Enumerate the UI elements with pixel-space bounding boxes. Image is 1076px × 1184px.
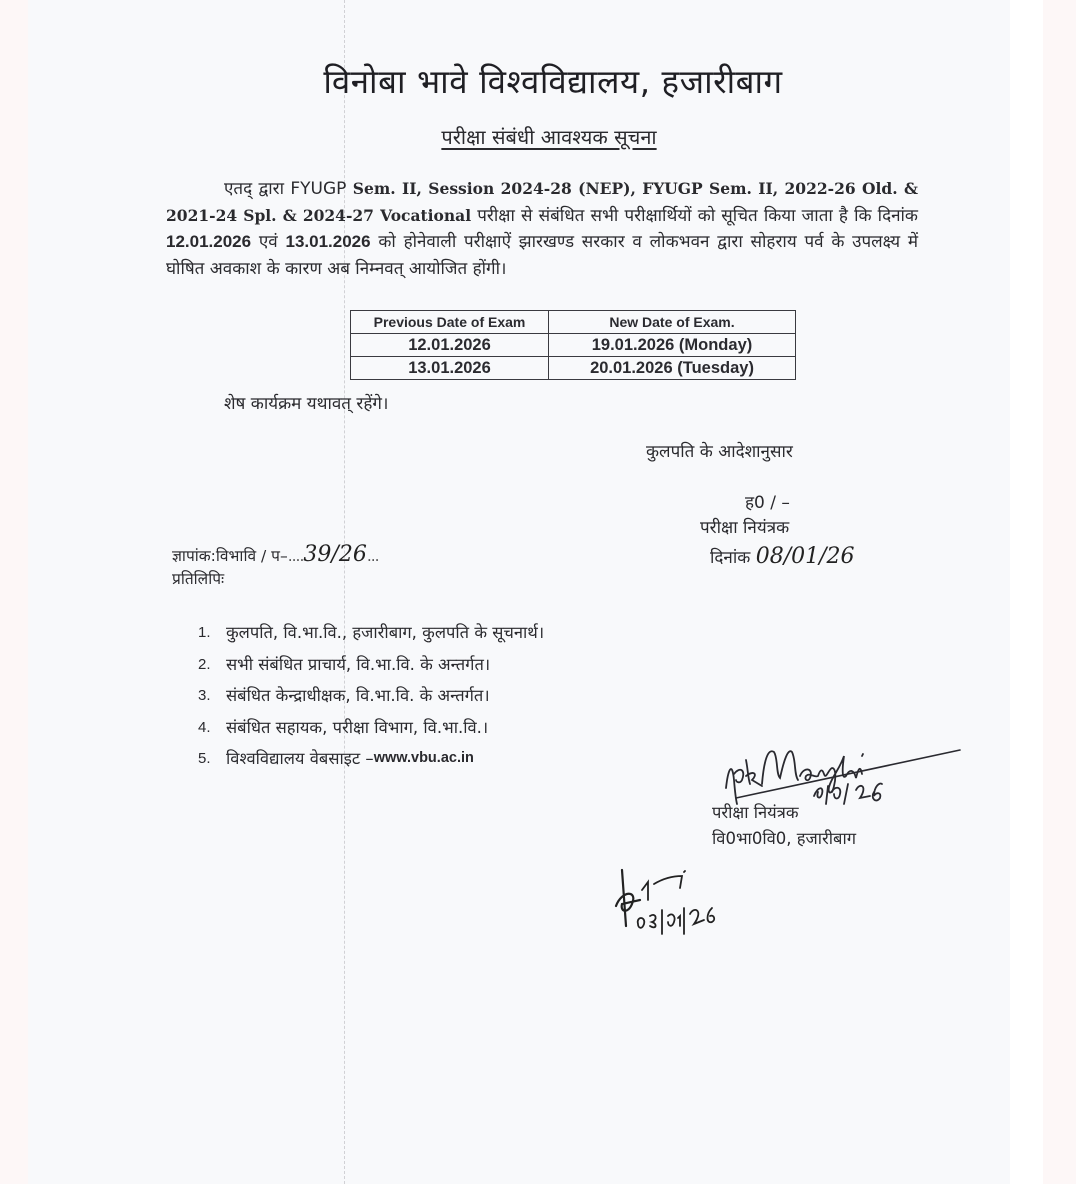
initials-with-date <box>612 860 752 954</box>
signatory-title: परीक्षा नियंत्रक <box>712 803 799 822</box>
old-date-2: 13.01.2026 <box>285 232 371 251</box>
issue-date: दिनांक 08/01/26 <box>710 544 855 569</box>
previous-date-cell: 13.01.2026 <box>351 357 549 380</box>
signature-icon <box>724 730 964 810</box>
table-row <box>351 357 796 380</box>
university-title: विनोबा भावे विश्वविद्यालय, हजारीबाग <box>323 62 783 101</box>
course-details: Sem. II, Session 2024-28 (NEP), FYUGP Sem. II, 2022-26 Old. & 2021-24 Spl. & 2024-27 Vocational <box>166 179 918 225</box>
list-item: 1. कुलपति, वि.भा.वि., हजारीबाग, कुलपति के सूचनार्थ। <box>198 623 545 642</box>
notice-paragraph: एतद् द्वारा FYUGP Sem. II, Session 2024-28 (NEP), FYUGP Sem. II, 2022-26 Old. & 2021-24 Spl. & 2024-27 Vocational परीक्षा से संबंधित सभी परीक्षार्थियों को सूचित किया जाता है कि दिनांक 12.01.2026 एवं 13.01.2026 को होनेवाली परीक्षाऐं झारखण्ड सरकार व लोकभवन द्वारा सोहराय पर्व के उपलक्ष्य में घोषित अवकाश के कारण अब निम्नवत् आयोजित होंगी। <box>166 179 918 279</box>
initials-icon <box>612 860 752 950</box>
header-previous-date: Previous Date of Exam <box>351 311 549 334</box>
memo-number: ज्ञापांक:विभावि / प–....39/26... <box>172 542 379 567</box>
copy-to-list <box>198 617 698 775</box>
previous-date-cell: 12.01.2026 <box>351 334 549 357</box>
signatory-office: वि0भा0वि0, हजारीबाग <box>712 829 857 848</box>
website-link[interactable]: www.vbu.ac.in <box>373 750 474 766</box>
list-item: 4. संबंधित सहायक, परीक्षा विभाग, वि.भा.वि.। <box>198 717 489 737</box>
by-order-line: कुलपति के आदेशानुसार <box>646 442 793 462</box>
exam-date-table <box>350 310 796 380</box>
signed-mark: ह0 / – <box>745 493 790 513</box>
remaining-schedule-note: शेष कार्यक्रम यथावत् रहेंगे। <box>224 394 389 414</box>
handwritten-memo-number: 39/26 <box>303 542 367 567</box>
table-header-row <box>351 311 796 334</box>
table-row <box>351 334 796 357</box>
old-date-1: 12.01.2026 <box>166 232 252 251</box>
copy-to-label: प्रतिलिपिः <box>172 570 225 588</box>
notice-title: परीक्षा संबंधी आवश्यक सूचना <box>441 125 657 149</box>
controller-title: परीक्षा नियंत्रक <box>700 518 790 538</box>
scan-edge <box>1010 0 1043 1184</box>
list-item: 5. विश्वविद्यालय वेबसाइट – www.vbu.ac.in <box>198 743 698 775</box>
handwritten-date: 08/01/26 <box>755 544 855 569</box>
list-item: 2. सभी संबंधित प्राचार्य, वि.भा.वि. के अन्तर्गत। <box>198 654 491 674</box>
list-item: 3. संबंधित केन्द्राधीक्षक, वि.भा.वि. के अन्तर्गत। <box>198 686 490 705</box>
new-date-cell: 19.01.2026 (Monday) <box>549 334 796 357</box>
new-date-cell: 20.01.2026 (Tuesday) <box>549 357 796 380</box>
header-new-date: New Date of Exam. <box>549 311 796 334</box>
